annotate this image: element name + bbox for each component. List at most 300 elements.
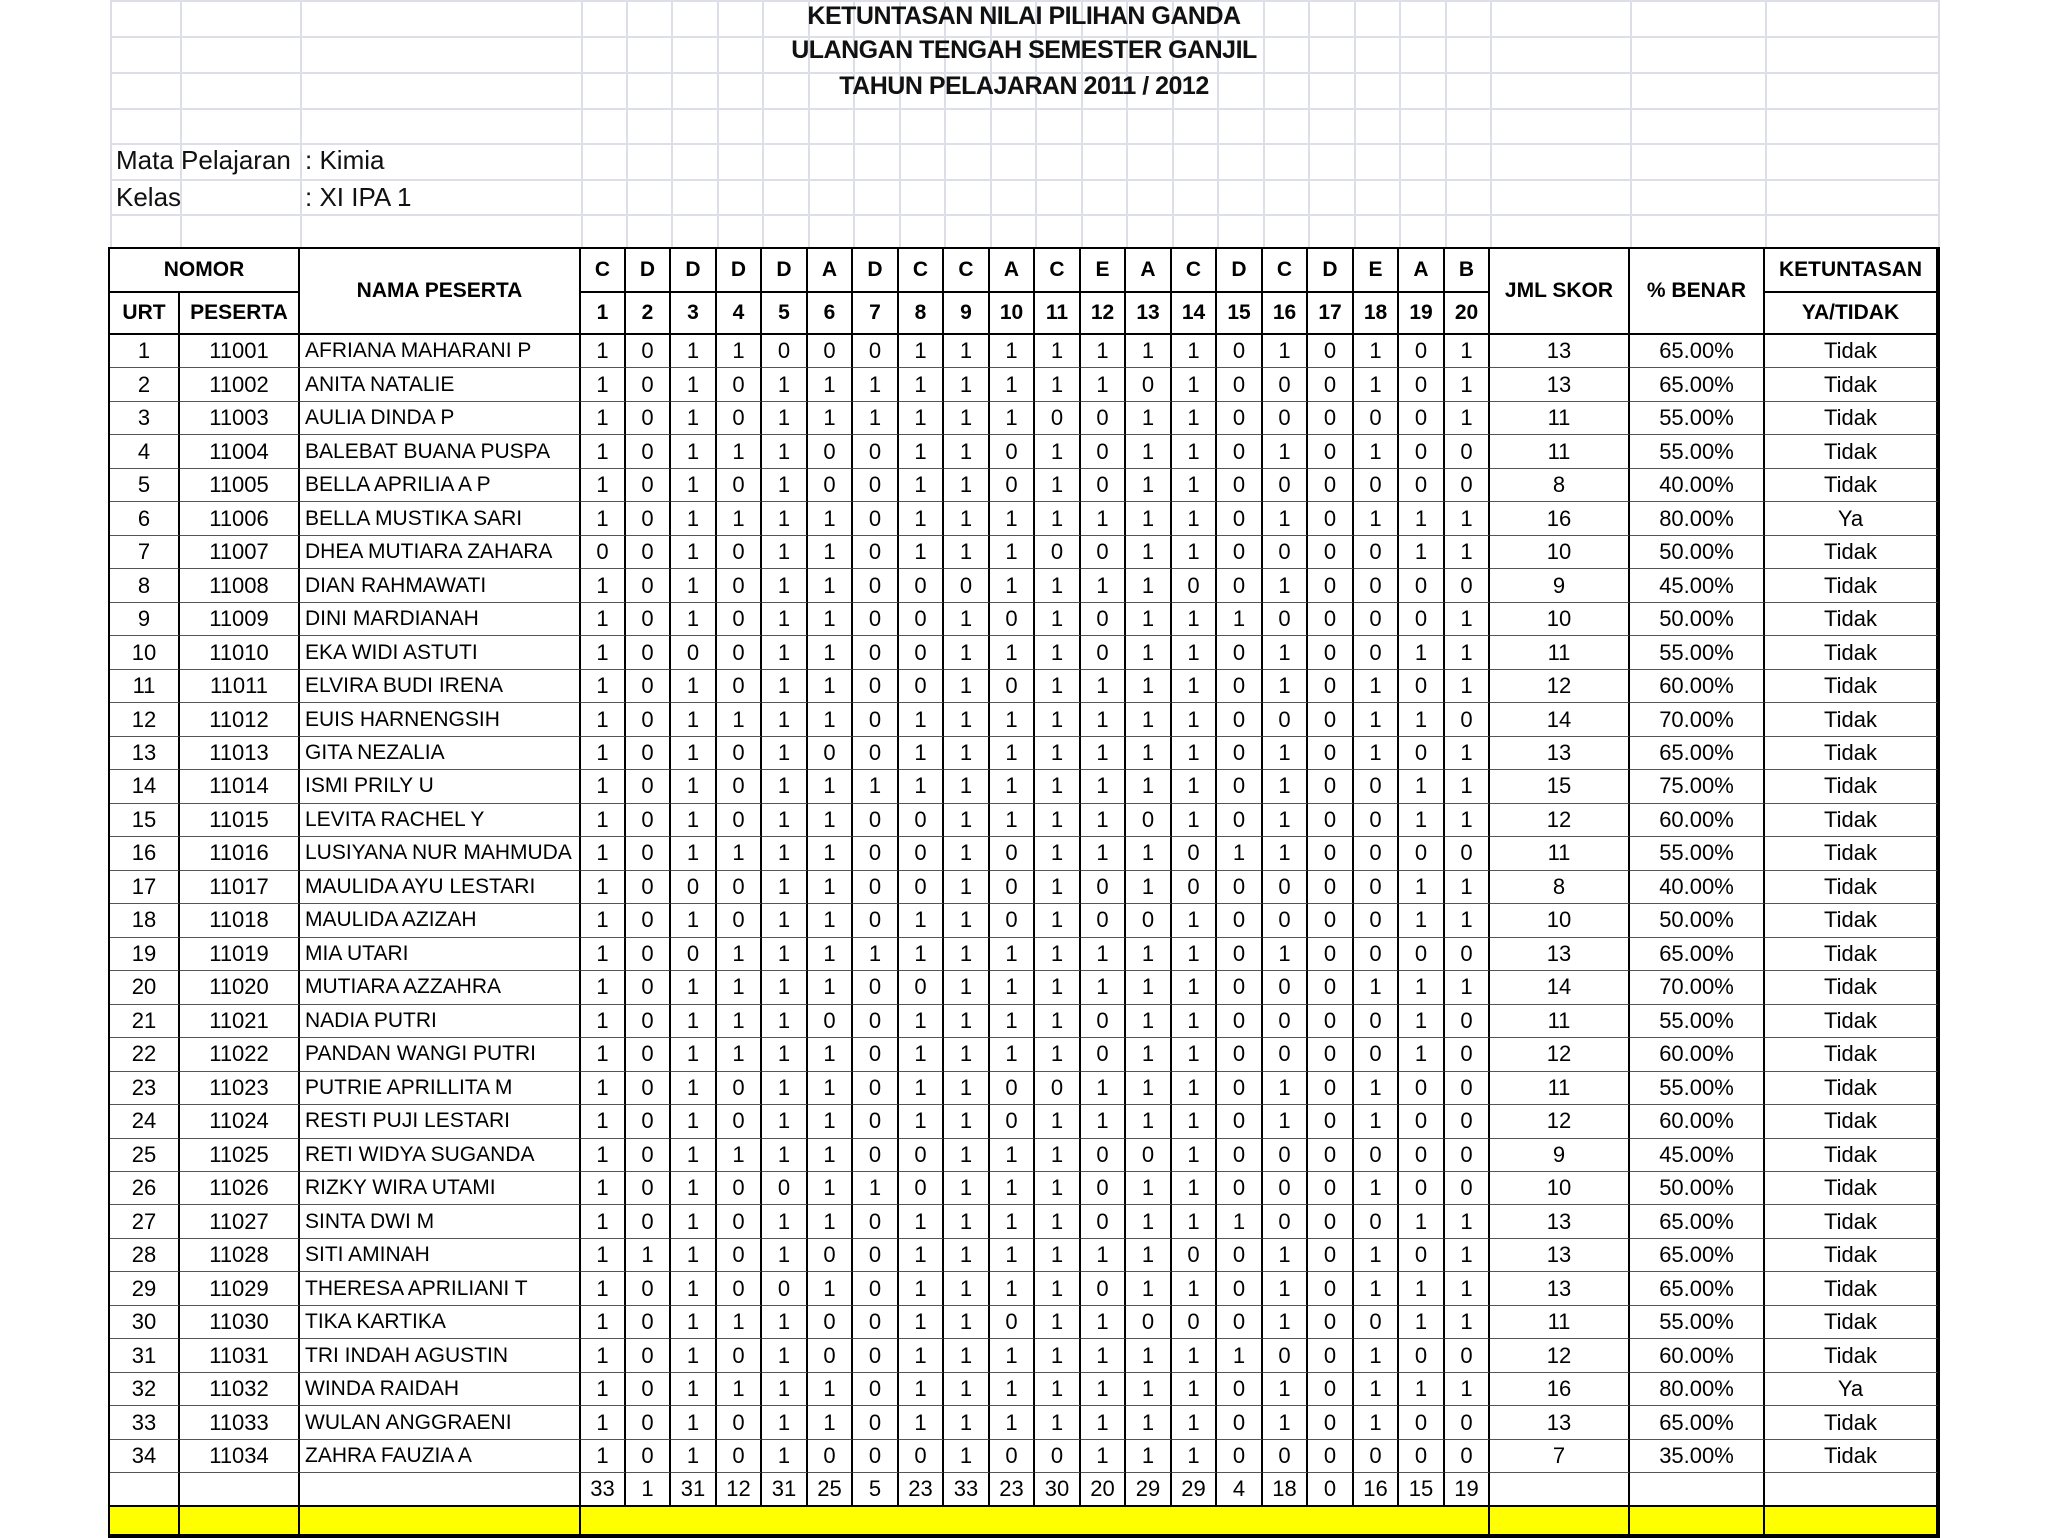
row-persen-benar: 65.00% <box>1630 938 1765 971</box>
row-answer-cell: 0 <box>1308 737 1354 770</box>
row-answer-cell: 0 <box>1263 904 1308 937</box>
row-answer-cell: 1 <box>671 804 717 837</box>
row-persen-benar: 70.00% <box>1630 703 1765 736</box>
row-answer-cell: 1 <box>581 1205 626 1238</box>
row-urt: 2 <box>110 368 180 401</box>
row-answer-cell: 1 <box>1035 737 1081 770</box>
row-ketuntasan: Tidak <box>1765 569 1938 602</box>
row-answer-cell: 1 <box>990 1272 1035 1305</box>
header-ya-tidak: YA/TIDAK <box>1765 293 1938 335</box>
row-answer-cell: 1 <box>944 1406 990 1439</box>
row-answer-cell: 1 <box>1172 770 1217 803</box>
answer-key-cell: E <box>1354 249 1399 293</box>
row-peserta-id: 11018 <box>180 904 300 937</box>
row-answer-cell: 0 <box>1399 469 1445 502</box>
row-answer-cell: 1 <box>990 804 1035 837</box>
row-answer-cell: 1 <box>1399 1005 1445 1038</box>
total-correct-cell: 1 <box>626 1473 671 1506</box>
row-answer-cell: 1 <box>944 1072 990 1105</box>
row-answer-cell: 1 <box>1217 1339 1263 1372</box>
row-answer-cell: 0 <box>853 1272 899 1305</box>
row-answer-cell: 1 <box>1172 1205 1217 1238</box>
row-student-name: SITI AMINAH <box>300 1239 581 1272</box>
row-answer-cell: 0 <box>626 469 671 502</box>
row-answer-cell: 1 <box>944 770 990 803</box>
row-answer-cell: 1 <box>581 1038 626 1071</box>
row-answer-cell: 1 <box>1035 904 1081 937</box>
row-answer-cell: 1 <box>671 1105 717 1138</box>
row-answer-cell: 0 <box>1217 335 1263 368</box>
row-answer-cell: 1 <box>990 1239 1035 1272</box>
row-answer-cell: 0 <box>717 536 762 569</box>
row-answer-cell: 0 <box>1263 1038 1308 1071</box>
row-answer-cell: 1 <box>808 368 853 401</box>
row-answer-cell: 1 <box>581 1239 626 1272</box>
row-answer-cell: 1 <box>762 368 808 401</box>
row-answer-cell: 0 <box>853 502 899 535</box>
row-answer-cell: 0 <box>1217 536 1263 569</box>
row-answer-cell: 1 <box>581 938 626 971</box>
row-answer-cell: 0 <box>717 1272 762 1305</box>
row-answer-cell: 1 <box>1035 837 1081 870</box>
row-answer-cell: 0 <box>1354 569 1399 602</box>
row-persen-benar: 65.00% <box>1630 1205 1765 1238</box>
row-answer-cell: 1 <box>1035 871 1081 904</box>
row-answer-cell: 1 <box>581 737 626 770</box>
row-student-name: MUTIARA AZZAHRA <box>300 971 581 1004</box>
row-answer-cell: 1 <box>1126 1172 1172 1205</box>
row-answer-cell: 0 <box>1445 837 1490 870</box>
row-answer-cell: 0 <box>1217 670 1263 703</box>
row-answer-cell: 0 <box>671 636 717 669</box>
row-answer-cell: 1 <box>581 804 626 837</box>
row-answer-cell: 0 <box>1263 536 1308 569</box>
row-answer-cell: 1 <box>1354 335 1399 368</box>
row-answer-cell: 1 <box>1217 1205 1263 1238</box>
row-answer-cell: 1 <box>808 871 853 904</box>
row-answer-cell: 0 <box>1081 402 1126 435</box>
row-jml-skor: 13 <box>1490 368 1630 401</box>
row-urt: 30 <box>110 1306 180 1339</box>
row-answer-cell: 1 <box>1445 770 1490 803</box>
row-answer-cell: 1 <box>990 1139 1035 1172</box>
row-answer-cell: 1 <box>808 1139 853 1172</box>
row-ketuntasan: Tidak <box>1765 1005 1938 1038</box>
row-persen-benar: 65.00% <box>1630 1406 1765 1439</box>
row-answer-cell: 1 <box>944 737 990 770</box>
row-answer-cell: 1 <box>1445 804 1490 837</box>
row-answer-cell: 1 <box>808 938 853 971</box>
row-answer-cell: 1 <box>1263 804 1308 837</box>
row-urt: 11 <box>110 670 180 703</box>
row-answer-cell: 1 <box>1126 737 1172 770</box>
row-answer-cell: 0 <box>1081 1005 1126 1038</box>
row-answer-cell: 1 <box>671 971 717 1004</box>
row-jml-skor: 11 <box>1490 402 1630 435</box>
row-answer-cell: 0 <box>626 368 671 401</box>
row-answer-cell: 1 <box>717 837 762 870</box>
row-answer-cell: 0 <box>717 1339 762 1372</box>
row-answer-cell: 0 <box>1308 871 1354 904</box>
row-answer-cell: 0 <box>1308 670 1354 703</box>
row-answer-cell: 1 <box>990 636 1035 669</box>
row-ketuntasan: Tidak <box>1765 1105 1938 1138</box>
row-peserta-id: 11016 <box>180 837 300 870</box>
row-answer-cell: 1 <box>1081 1072 1126 1105</box>
row-answer-cell: 1 <box>671 368 717 401</box>
row-answer-cell: 1 <box>944 603 990 636</box>
row-answer-cell: 0 <box>1399 737 1445 770</box>
row-answer-cell: 0 <box>853 703 899 736</box>
row-answer-cell: 1 <box>671 1440 717 1473</box>
row-answer-cell: 0 <box>1354 1205 1399 1238</box>
row-answer-cell: 0 <box>1308 636 1354 669</box>
header-nama: NAMA PESERTA <box>300 249 581 335</box>
row-answer-cell: 0 <box>581 536 626 569</box>
row-answer-cell: 0 <box>1217 871 1263 904</box>
row-answer-cell: 1 <box>1035 938 1081 971</box>
row-persen-benar: 65.00% <box>1630 1272 1765 1305</box>
row-answer-cell: 1 <box>1126 1038 1172 1071</box>
row-answer-cell: 1 <box>899 1105 944 1138</box>
row-answer-cell: 1 <box>1263 1105 1308 1138</box>
answer-key-cell: D <box>717 249 762 293</box>
row-answer-cell: 0 <box>1217 502 1263 535</box>
row-answer-cell: 0 <box>1354 1306 1399 1339</box>
row-answer-cell: 1 <box>1081 1306 1126 1339</box>
row-answer-cell: 0 <box>1217 1038 1263 1071</box>
row-answer-cell: 1 <box>899 703 944 736</box>
row-ketuntasan: Tidak <box>1765 1139 1938 1172</box>
row-jml-skor: 10 <box>1490 603 1630 636</box>
row-answer-cell: 0 <box>1217 770 1263 803</box>
row-answer-cell: 0 <box>1308 1105 1354 1138</box>
row-answer-cell: 0 <box>1081 904 1126 937</box>
row-answer-cell: 0 <box>626 636 671 669</box>
row-persen-benar: 55.00% <box>1630 837 1765 870</box>
row-jml-skor: 16 <box>1490 502 1630 535</box>
row-peserta-id: 11025 <box>180 1139 300 1172</box>
row-answer-cell: 0 <box>671 871 717 904</box>
row-answer-cell: 1 <box>853 402 899 435</box>
row-answer-cell: 0 <box>626 1072 671 1105</box>
row-answer-cell: 1 <box>1172 1005 1217 1038</box>
row-answer-cell: 1 <box>1126 1239 1172 1272</box>
row-peserta-id: 11001 <box>180 335 300 368</box>
row-answer-cell: 0 <box>1081 536 1126 569</box>
row-answer-cell: 0 <box>853 804 899 837</box>
row-answer-cell: 1 <box>899 1038 944 1071</box>
row-answer-cell: 0 <box>1308 502 1354 535</box>
row-answer-cell: 0 <box>1354 871 1399 904</box>
row-answer-cell: 0 <box>1399 603 1445 636</box>
row-answer-cell: 0 <box>853 1038 899 1071</box>
row-answer-cell: 1 <box>990 770 1035 803</box>
row-ketuntasan: Tidak <box>1765 770 1938 803</box>
row-jml-skor: 13 <box>1490 938 1630 971</box>
row-answer-cell: 0 <box>1445 1072 1490 1105</box>
row-answer-cell: 1 <box>1172 402 1217 435</box>
row-answer-cell: 0 <box>626 402 671 435</box>
row-answer-cell: 1 <box>717 703 762 736</box>
row-persen-benar: 55.00% <box>1630 402 1765 435</box>
row-answer-cell: 1 <box>1126 871 1172 904</box>
row-answer-cell: 0 <box>853 636 899 669</box>
row-answer-cell: 1 <box>1399 770 1445 803</box>
row-peserta-id: 11028 <box>180 1239 300 1272</box>
row-answer-cell: 0 <box>626 1139 671 1172</box>
row-answer-cell: 1 <box>762 402 808 435</box>
row-answer-cell: 0 <box>808 469 853 502</box>
row-answer-cell: 1 <box>717 1139 762 1172</box>
row-answer-cell: 1 <box>1126 402 1172 435</box>
row-answer-cell: 1 <box>1126 636 1172 669</box>
row-answer-cell: 1 <box>944 904 990 937</box>
row-answer-cell: 1 <box>1172 1139 1217 1172</box>
row-answer-cell: 0 <box>1308 335 1354 368</box>
row-answer-cell: 0 <box>717 603 762 636</box>
row-answer-cell: 1 <box>1126 435 1172 468</box>
row-answer-cell: 1 <box>717 1306 762 1339</box>
row-answer-cell: 0 <box>1308 1172 1354 1205</box>
row-answer-cell: 0 <box>1308 1306 1354 1339</box>
row-answer-cell: 0 <box>1445 435 1490 468</box>
row-answer-cell: 0 <box>1081 1172 1126 1205</box>
row-answer-cell: 1 <box>581 603 626 636</box>
row-answer-cell: 0 <box>990 1105 1035 1138</box>
row-answer-cell: 0 <box>626 335 671 368</box>
row-answer-cell: 0 <box>1308 569 1354 602</box>
row-jml-skor: 12 <box>1490 1339 1630 1372</box>
answer-key-cell: D <box>1217 249 1263 293</box>
row-answer-cell: 1 <box>1172 1339 1217 1372</box>
row-answer-cell: 1 <box>808 670 853 703</box>
row-answer-cell: 1 <box>990 938 1035 971</box>
row-answer-cell: 0 <box>1399 938 1445 971</box>
row-answer-cell: 1 <box>944 1440 990 1473</box>
row-answer-cell: 0 <box>717 636 762 669</box>
row-persen-benar: 65.00% <box>1630 1239 1765 1272</box>
row-student-name: DINI MARDIANAH <box>300 603 581 636</box>
row-answer-cell: 1 <box>762 569 808 602</box>
row-urt: 15 <box>110 804 180 837</box>
row-student-name: BALEBAT BUANA PUSPA <box>300 435 581 468</box>
row-student-name: BELLA MUSTIKA SARI <box>300 502 581 535</box>
row-ketuntasan: Tidak <box>1765 536 1938 569</box>
row-answer-cell: 1 <box>899 1205 944 1238</box>
answer-key-cell: D <box>626 249 671 293</box>
row-answer-cell: 1 <box>1035 1038 1081 1071</box>
total-correct-cell: 29 <box>1126 1473 1172 1506</box>
answer-key-cell: D <box>762 249 808 293</box>
row-jml-skor: 9 <box>1490 569 1630 602</box>
row-answer-cell: 0 <box>853 971 899 1004</box>
row-answer-cell: 0 <box>899 636 944 669</box>
row-answer-cell: 1 <box>581 435 626 468</box>
row-answer-cell: 1 <box>1035 1239 1081 1272</box>
highlight-row-cell <box>1765 1507 1938 1536</box>
row-peserta-id: 11005 <box>180 469 300 502</box>
row-answer-cell: 0 <box>1399 670 1445 703</box>
row-answer-cell: 1 <box>808 904 853 937</box>
row-answer-cell: 1 <box>944 1172 990 1205</box>
row-answer-cell: 1 <box>1263 1406 1308 1439</box>
row-answer-cell: 1 <box>1354 368 1399 401</box>
row-answer-cell: 0 <box>853 1339 899 1372</box>
row-answer-cell: 0 <box>1308 536 1354 569</box>
row-answer-cell: 1 <box>944 1306 990 1339</box>
row-answer-cell: 1 <box>990 1373 1035 1406</box>
row-jml-skor: 10 <box>1490 1172 1630 1205</box>
row-answer-cell: 1 <box>671 1239 717 1272</box>
row-answer-cell: 1 <box>853 1172 899 1205</box>
row-answer-cell: 1 <box>671 703 717 736</box>
row-answer-cell: 1 <box>1126 1272 1172 1305</box>
row-answer-cell: 0 <box>1217 569 1263 602</box>
row-answer-cell: 1 <box>1172 904 1217 937</box>
row-peserta-id: 11012 <box>180 703 300 736</box>
row-ketuntasan: Tidak <box>1765 670 1938 703</box>
row-answer-cell: 1 <box>626 1239 671 1272</box>
row-answer-cell: 1 <box>1354 737 1399 770</box>
row-persen-benar: 75.00% <box>1630 770 1765 803</box>
row-answer-cell: 0 <box>1354 804 1399 837</box>
row-answer-cell: 1 <box>1081 1105 1126 1138</box>
row-answer-cell: 1 <box>808 1272 853 1305</box>
row-answer-cell: 0 <box>1445 1172 1490 1205</box>
question-number-cell: 11 <box>1035 293 1081 335</box>
row-answer-cell: 1 <box>581 871 626 904</box>
row-answer-cell: 1 <box>1081 971 1126 1004</box>
row-answer-cell: 0 <box>717 737 762 770</box>
row-peserta-id: 11003 <box>180 402 300 435</box>
row-answer-cell: 1 <box>1081 1440 1126 1473</box>
row-answer-cell: 1 <box>1354 1105 1399 1138</box>
row-answer-cell: 1 <box>1172 1406 1217 1439</box>
row-answer-cell: 1 <box>581 1105 626 1138</box>
row-answer-cell: 1 <box>762 670 808 703</box>
row-answer-cell: 1 <box>808 1373 853 1406</box>
row-persen-benar: 40.00% <box>1630 871 1765 904</box>
row-answer-cell: 1 <box>1035 603 1081 636</box>
row-answer-cell: 0 <box>626 971 671 1004</box>
row-answer-cell: 0 <box>1445 1440 1490 1473</box>
row-urt: 29 <box>110 1272 180 1305</box>
row-answer-cell: 1 <box>671 1339 717 1372</box>
question-number-cell: 16 <box>1263 293 1308 335</box>
row-answer-cell: 1 <box>1172 469 1217 502</box>
question-number-cell: 8 <box>899 293 944 335</box>
row-persen-benar: 55.00% <box>1630 435 1765 468</box>
row-urt: 31 <box>110 1339 180 1372</box>
row-answer-cell: 0 <box>1263 368 1308 401</box>
row-persen-benar: 60.00% <box>1630 1339 1765 1372</box>
row-answer-cell: 1 <box>1035 1406 1081 1439</box>
totals-empty-benar <box>1630 1473 1765 1506</box>
row-answer-cell: 0 <box>1354 904 1399 937</box>
row-answer-cell: 0 <box>1217 737 1263 770</box>
row-answer-cell: 0 <box>990 904 1035 937</box>
row-ketuntasan: Tidak <box>1765 636 1938 669</box>
row-answer-cell: 0 <box>626 1038 671 1071</box>
row-answer-cell: 1 <box>1445 368 1490 401</box>
row-answer-cell: 0 <box>1081 1272 1126 1305</box>
row-answer-cell: 0 <box>717 402 762 435</box>
answer-key-cell: A <box>1126 249 1172 293</box>
row-answer-cell: 1 <box>1445 1373 1490 1406</box>
row-answer-cell: 1 <box>671 737 717 770</box>
row-answer-cell: 0 <box>853 1105 899 1138</box>
row-persen-benar: 65.00% <box>1630 368 1765 401</box>
row-answer-cell: 0 <box>1308 368 1354 401</box>
row-answer-cell: 1 <box>899 469 944 502</box>
total-correct-cell: 5 <box>853 1473 899 1506</box>
row-answer-cell: 0 <box>1399 335 1445 368</box>
row-answer-cell: 1 <box>899 335 944 368</box>
row-answer-cell: 1 <box>762 636 808 669</box>
row-answer-cell: 0 <box>1445 1339 1490 1372</box>
row-answer-cell: 1 <box>581 1306 626 1339</box>
row-answer-cell: 0 <box>1217 904 1263 937</box>
row-answer-cell: 1 <box>1354 1272 1399 1305</box>
row-answer-cell: 1 <box>1445 904 1490 937</box>
row-answer-cell: 0 <box>853 603 899 636</box>
row-answer-cell: 1 <box>1354 502 1399 535</box>
row-answer-cell: 1 <box>1126 1406 1172 1439</box>
row-answer-cell: 0 <box>626 703 671 736</box>
row-jml-skor: 15 <box>1490 770 1630 803</box>
row-answer-cell: 0 <box>626 1306 671 1339</box>
row-answer-cell: 0 <box>1217 1406 1263 1439</box>
row-answer-cell: 0 <box>1035 402 1081 435</box>
mapel-value: : Kimia <box>305 145 385 175</box>
row-answer-cell: 0 <box>1399 1172 1445 1205</box>
answer-key-cell: E <box>1081 249 1126 293</box>
row-answer-cell: 0 <box>717 1172 762 1205</box>
row-student-name: THERESA APRILIANI T <box>300 1272 581 1305</box>
row-answer-cell: 0 <box>1399 1239 1445 1272</box>
row-ketuntasan: Tidak <box>1765 703 1938 736</box>
row-answer-cell: 1 <box>944 1139 990 1172</box>
mapel-label: Mata Pelajaran <box>116 145 291 175</box>
row-answer-cell: 1 <box>899 938 944 971</box>
row-answer-cell: 1 <box>1126 469 1172 502</box>
row-answer-cell: 0 <box>1126 904 1172 937</box>
row-answer-cell: 0 <box>1081 1139 1126 1172</box>
row-answer-cell: 1 <box>899 1072 944 1105</box>
row-jml-skor: 13 <box>1490 1272 1630 1305</box>
total-correct-cell: 0 <box>1308 1473 1354 1506</box>
row-answer-cell: 1 <box>581 636 626 669</box>
totals-empty-nama <box>300 1473 581 1506</box>
row-student-name: RETI WIDYA SUGANDA <box>300 1139 581 1172</box>
row-answer-cell: 1 <box>581 1272 626 1305</box>
row-answer-cell: 1 <box>1035 971 1081 1004</box>
row-answer-cell: 0 <box>1217 1272 1263 1305</box>
row-answer-cell: 0 <box>899 871 944 904</box>
row-jml-skor: 14 <box>1490 971 1630 1004</box>
row-peserta-id: 11034 <box>180 1440 300 1473</box>
row-answer-cell: 1 <box>1172 703 1217 736</box>
row-answer-cell: 1 <box>1081 804 1126 837</box>
row-peserta-id: 11026 <box>180 1172 300 1205</box>
row-answer-cell: 1 <box>1035 1139 1081 1172</box>
row-answer-cell: 1 <box>1445 1205 1490 1238</box>
total-correct-cell: 23 <box>899 1473 944 1506</box>
row-jml-skor: 10 <box>1490 536 1630 569</box>
row-student-name: MIA UTARI <box>300 938 581 971</box>
row-ketuntasan: Tidak <box>1765 1306 1938 1339</box>
